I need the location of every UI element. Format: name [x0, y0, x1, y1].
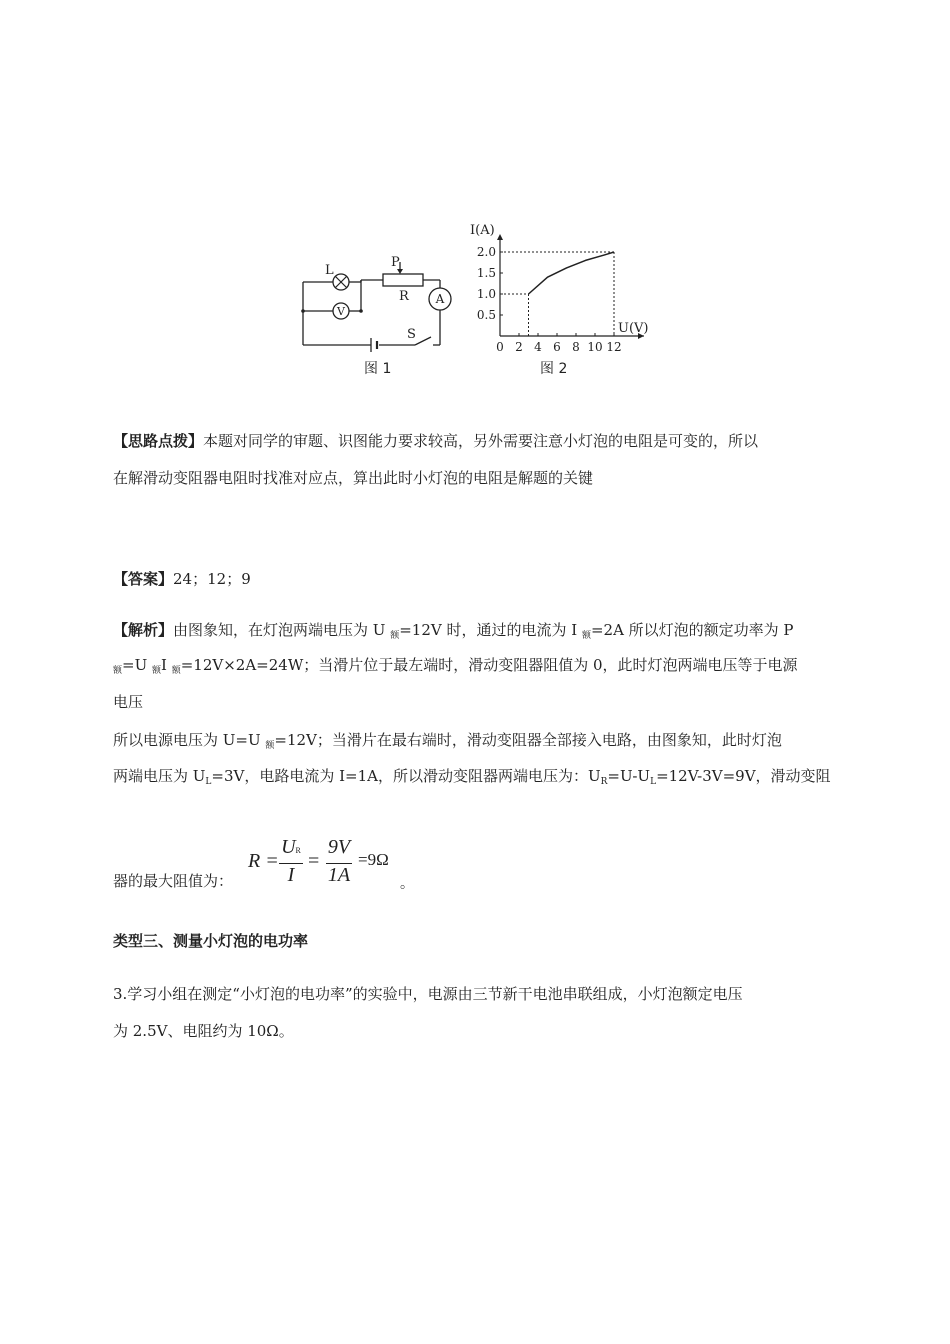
formula-result: =9Ω [358, 850, 389, 869]
ammeter-label: A [435, 292, 445, 306]
slider-label: P [391, 255, 400, 270]
question-line-2: 为 2.5V、电阻约为 10Ω。 [113, 1022, 294, 1040]
hint-label: 【思路点拨】 [113, 432, 204, 450]
x-tick-label: 4 [534, 340, 542, 354]
x-tick-label: 10 [587, 340, 603, 354]
switch-label: S [407, 327, 416, 342]
analysis-label: 【解析】 [113, 621, 174, 639]
voltmeter-label: V [337, 305, 345, 318]
lamp-symbol [333, 274, 349, 290]
y-tick-label: 1.0 [476, 287, 496, 301]
figure-2-caption: 图 2 [540, 361, 568, 377]
x-tick-label: 2 [515, 340, 523, 354]
y-tick-label: 2.0 [476, 245, 496, 259]
analysis-line-3: 电压 [113, 693, 144, 711]
resistance-formula [248, 836, 408, 890]
formula-den-2: 1A [327, 864, 351, 886]
y-axis-label: I(A) [470, 223, 495, 238]
answer-label: 【答案】 [113, 570, 174, 588]
analysis-line-6: 器的最大阻值为： [113, 872, 234, 890]
y-tick-label: 1.5 [476, 266, 496, 280]
x-tick-label: 12 [606, 340, 622, 354]
analysis-line-5: 两端电压为 $U_L=3V$，电路电流为 I=1A，所以滑动变阻器两端电压为：$U_R=U-U_L=12V-3V=9V$，滑动变阻 [113, 767, 831, 787]
circuit-diagram [295, 250, 465, 355]
x-tick-label: 8 [572, 340, 580, 354]
formula-num-2: 9V [327, 836, 351, 858]
junction-dot [359, 309, 363, 313]
x-tick-label: 6 [553, 340, 561, 354]
figure-1-caption: 图 1 [364, 361, 392, 377]
hint-text-1: 本题对同学的审题、识图能力要求较高，另外需要注意小灯泡的电阻是可变的，所以 [203, 432, 759, 450]
analysis-line-4: 所以电源电压为 U=U $_额$=12V；当滑片在最右端时，滑动变阻器全部接入电路，由图象知，此时灯泡 [113, 731, 782, 751]
analysis-line-2: $_额$=U $_额$I $_额$=12V×2A=24W；当滑片位于最左端时，滑动变阻器阻值为 0，此时灯泡两端电压等于电源 [113, 656, 798, 676]
formula-num-1: UR [281, 836, 301, 858]
analysis-end-period: 。 [400, 876, 414, 892]
formula-eq-2: = [308, 850, 320, 872]
answer-line [113, 569, 251, 589]
lamp-label: L [325, 263, 334, 278]
x-axis-label: U(V) [618, 321, 649, 336]
resistor-label: R [399, 289, 409, 304]
x-tick-label: 0 [496, 340, 504, 354]
hint-line-2: 在解滑动变阻器电阻时找准对应点，算出此时小灯泡的电阻是解题的关键 [113, 469, 594, 487]
formula-lhs: R = [248, 850, 279, 872]
question-line-1: 3.学习小组在测定“小灯泡的电功率”的实验中，电源由三节新干电池串联组成，小灯泡额定电压 [113, 985, 743, 1003]
y-axis-arrow [497, 234, 503, 240]
analysis-line-1: 【解析】由图象知，在灯泡两端电压为 U $_额$=12V 时，通过的电流为 I $_额$=2A 所以灯泡的额定功率为 P [113, 621, 794, 641]
hint-line-1 [113, 431, 758, 451]
iu-graph [460, 220, 660, 358]
formula-den-1: I [287, 864, 295, 886]
y-tick-label: 0.5 [476, 308, 496, 322]
iu-curve [529, 252, 615, 294]
answer-text: 24；12；9 [173, 570, 251, 588]
section-heading: 类型三、测量小灯泡的电功率 [113, 932, 309, 950]
